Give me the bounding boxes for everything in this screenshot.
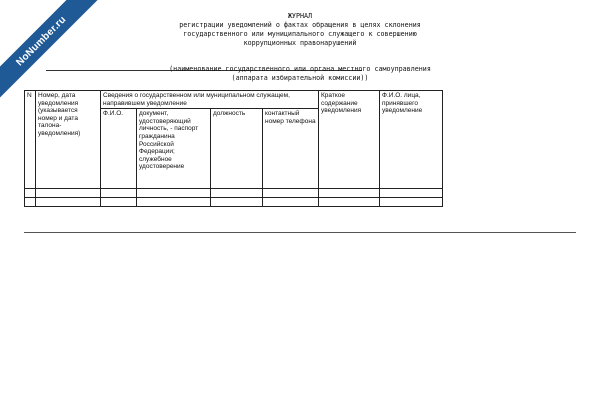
journal-title: ЖУРНАЛ <box>287 12 313 20</box>
cell <box>263 189 319 198</box>
registration-table <box>24 90 443 207</box>
document-heading <box>0 12 600 48</box>
header-receiver: Ф.И.О. лица, принявшего уведомление <box>380 91 443 189</box>
organization-caption <box>0 65 600 83</box>
cell <box>211 189 263 198</box>
cell <box>36 189 101 198</box>
cell <box>137 198 211 207</box>
header-summary: Краткое содержание уведомления <box>319 91 380 189</box>
cell <box>25 198 36 207</box>
subheader-fio: Ф.И.О. <box>101 109 137 189</box>
heading-line-3: коррупционных правонарушений <box>243 39 357 47</box>
cell <box>380 189 443 198</box>
cell <box>380 198 443 207</box>
subheader-document: документ, удостоверяющий личность, - паспорт гражданина Российской Федерации; служебное удостоверение <box>137 109 211 189</box>
cell <box>137 189 211 198</box>
organization-caption-line-2: (аппарата избирательной комиссии)) <box>231 74 369 82</box>
watermark-text: NoNumber.ru <box>13 13 69 69</box>
heading-line-2: государственного или муниципального служащего к совершению <box>183 30 417 38</box>
table-row <box>25 189 443 198</box>
subheader-phone: контактный номер телефона <box>263 109 319 189</box>
organization-caption-line-1: (наименование государственного или органа местного самоуправления <box>169 65 431 73</box>
cell <box>36 198 101 207</box>
table-row <box>25 198 443 207</box>
heading-line-1: регистрации уведомлений о фактах обращения в целях склонения <box>179 21 421 29</box>
cell <box>101 198 137 207</box>
cell <box>319 189 380 198</box>
cell <box>25 189 36 198</box>
header-n: N <box>25 91 36 189</box>
cell <box>101 189 137 198</box>
header-employee-info: Сведения о государственном или муниципальном служащем, направившем уведомление <box>101 91 319 109</box>
bottom-divider <box>24 232 576 233</box>
header-number-date: Номер, дата уведомления (указывается номер и дата талона-уведомления) <box>36 91 101 189</box>
cell <box>263 198 319 207</box>
cell <box>211 198 263 207</box>
table-header-row-1 <box>25 91 443 109</box>
subheader-position: должность <box>211 109 263 189</box>
cell <box>319 198 380 207</box>
